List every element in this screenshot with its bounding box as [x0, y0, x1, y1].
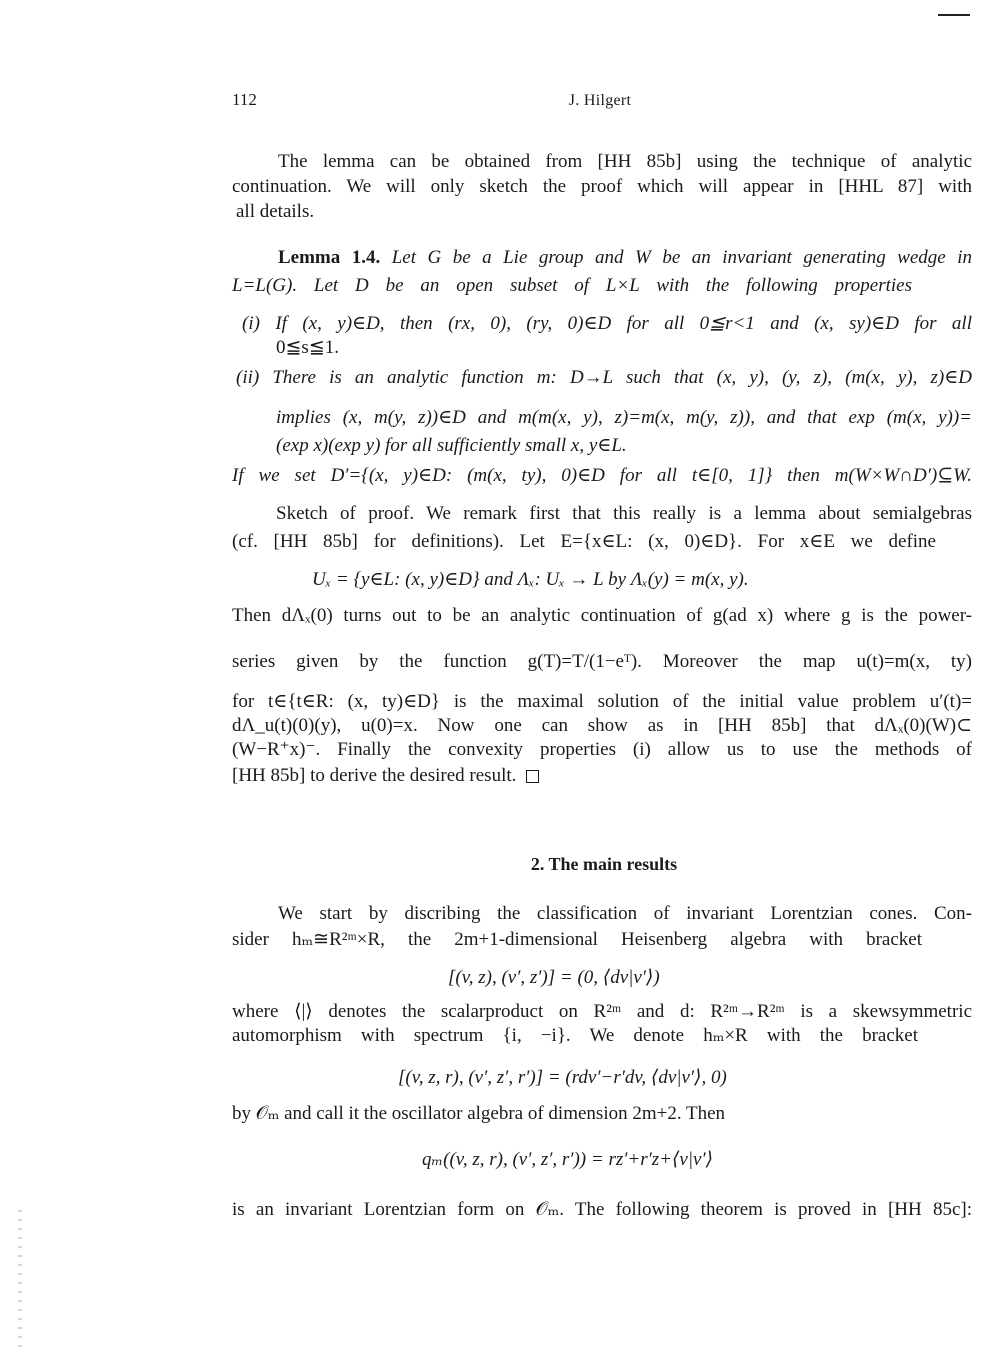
proof-display-equation: Uₓ = {y∈L: (x, y)∈D} and Λₓ: Uₓ → L by Λₓ(y) = m(x, y). — [312, 569, 749, 590]
lemma-item-ii: (ii) There is an analytic function m: D→L such that (x, y), (y, z), (m(x, y), z)∈D — [236, 367, 972, 388]
proof-line-5: for t∈{t∈R: (x, ty)∈D} is the maximal solution of the initial value problem u′(t)= — [232, 691, 972, 712]
section-line-3: where ⟨|⟩ denotes the scalarproduct on R²ᵐ and d: R²ᵐ→R²ᵐ is a skewsymmetric — [232, 1001, 972, 1022]
section-heading: 2. The main results — [530, 854, 678, 874]
section-line-1: We start by discribing the classification of invariant Lorentzian cones. Con- — [278, 903, 972, 924]
proof-line-4: series given by the function g(T)=T/(1−eᵀ). Moreover the map u(t)=m(x, ty) — [232, 651, 972, 672]
running-head: J. Hilgert — [568, 92, 632, 109]
proof-line-2: (cf. [HH 85b] for definitions). Let E={x∈L: (x, 0)∈D}. For x∈E we define — [232, 531, 936, 552]
lemma-line-2: L=L(G). Let D be an open subset of L×L with the following properties — [232, 275, 912, 296]
lemma-line-1 — [278, 246, 972, 270]
equation-oscillator-bracket: [(v, z, r), (v′, z′, r′)] = (rdv′−r′dv, ⟨dv|v′⟩, 0) — [398, 1067, 727, 1088]
intro-line-2: continuation. We will only sketch the proof which will appear in [HHL 87] with — [232, 176, 972, 197]
intro-line-1: The lemma can be obtained from [HH 85b] using the technique of analytic — [278, 151, 972, 172]
margin-scan-specks — [18, 1210, 22, 1350]
section-line-4: automorphism with spectrum {i, −i}. We denote hₘ×R with the bracket — [232, 1025, 918, 1046]
lemma-item-ii-cont-2: (exp x)(exp y) for all sufficiently small x, y∈L. — [276, 435, 627, 456]
equation-lorentzian-form: qₘ((v, z, r), (v′, z′, r′)) = rz′+r′z+⟨v|v′⟩ — [422, 1149, 714, 1170]
lemma-label: Lemma 1.4. — [278, 247, 381, 268]
top-rule — [938, 14, 970, 16]
proof-final-text: [HH 85b] to derive the desired result. — [232, 765, 517, 786]
lemma-statement-1: Let G be a Lie group and W be an invariant generating wedge in — [391, 247, 972, 268]
intro-line-3: all details. — [236, 201, 315, 222]
lemma-item-i: (i) If (x, y)∈D, then (rx, 0), (ry, 0)∈D for all 0≦r<1 and (x, sy)∈D for all — [242, 313, 972, 334]
lemma-conclusion: If we set D′={(x, y)∈D: (m(x, ty), 0)∈D for all t∈[0, 1]} then m(W×W∩D′)⊆W. — [232, 465, 972, 486]
page-number: 112 — [232, 90, 257, 109]
proof-line-8 — [232, 764, 539, 788]
proof-line-7: (W−R⁺x)⁻. Finally the convexity properties (i) allow us to use the methods of — [232, 739, 972, 760]
qed-square-icon — [526, 770, 539, 783]
section-line-5: by 𝒪ₘ and call it the oscillator algebra of dimension 2m+2. Then — [232, 1103, 726, 1124]
proof-line-6: dΛ_u(t)(0)(y), u(0)=x. Now one can show as in [HH 85b] that dΛₓ(0)(W)⊂ — [232, 715, 972, 736]
proof-line-1: Sketch of proof. We remark first that this really is a lemma about semialgebras — [276, 503, 972, 524]
section-line-2: sider hₘ≅R²ᵐ×R, the 2m+1-dimensional Heisenberg algebra with bracket — [232, 929, 922, 950]
lemma-item-ii-cont-1: implies (x, m(y, z))∈D and m(m(x, y), z)=m(x, m(y, z)), and that exp (m(x, y))= — [276, 407, 972, 428]
equation-heisenberg-bracket: [(v, z), (v′, z′)] = (0, ⟨dv|v′⟩) — [448, 967, 660, 988]
proof-line-3: Then dΛₓ(0) turns out to be an analytic continuation of g(ad x) where g is the power- — [232, 605, 972, 626]
section-line-6: is an invariant Lorentzian form on 𝒪ₘ. The following theorem is proved in [HH 85c]: — [232, 1199, 972, 1220]
page-header — [232, 90, 968, 114]
lemma-item-i-cont: 0≦s≦1. — [276, 337, 339, 358]
